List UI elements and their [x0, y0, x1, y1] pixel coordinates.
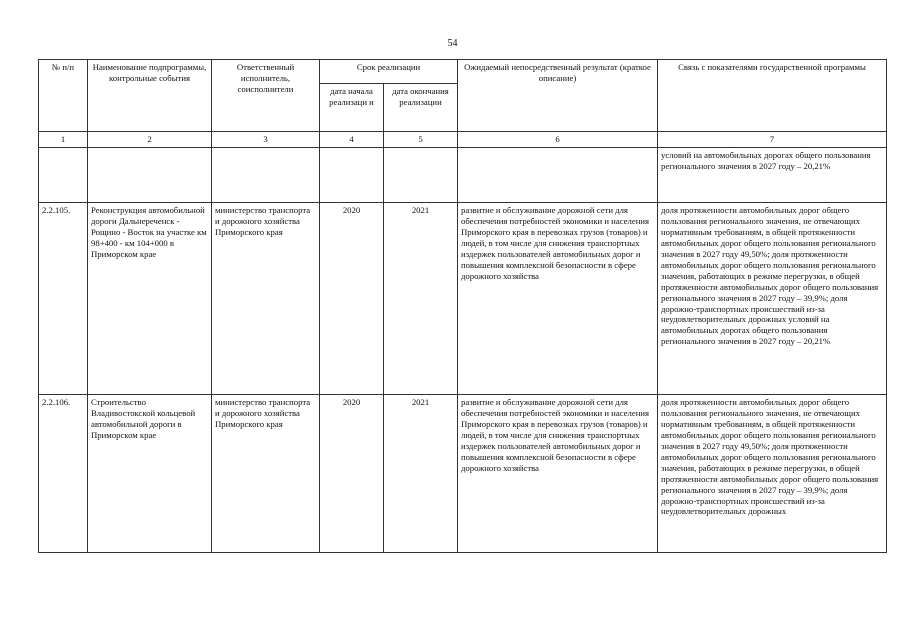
- header-result: Ожидаемый непосредственный результат (краткое описание): [458, 60, 658, 132]
- row-link: доля протяженности автомобильных дорог общего пользования регионального значения, не отвечающих нормативным требованиям, в общей протяженности автомобильных дорог общего пользования регионального значения в 2027 году 49,50%; доля протяженности автомобильных дорог общего пользования регионального значения, работающих в режиме перегрузки, в общей протяженности автомобильных дорог общего пользования регионального значения в 2027 году – 39,9%; доля дорожно-транспортных происшествий из-за неудовлетворительных дорожных: [658, 394, 887, 552]
- program-table: [38, 59, 887, 553]
- row-executor: министерство транспорта и дорожного хозяйства Приморского края: [212, 394, 320, 552]
- row-result: [458, 147, 658, 202]
- row-start: 2020: [320, 394, 384, 552]
- row-num: 2.2.105.: [39, 202, 88, 394]
- header-start: дата начала реализаци и: [320, 84, 384, 132]
- row-start: [320, 147, 384, 202]
- header-executor: Ответственный исполнитель, соисполнители: [212, 60, 320, 132]
- column-number: 2: [88, 132, 212, 148]
- row-executor: министерство транспорта и дорожного хозяйства Приморского края: [212, 202, 320, 394]
- header-period: Срок реализации: [320, 60, 458, 84]
- row-result: развитие и обслуживание дорожной сети для обеспечения потребностей экономики и населения Приморского края в перевозках грузов (товаров) и людей, в том числе для снижения транспортных издержек пользователей автомобильных дорог и повышения комплексной безопасности в сфере дорожного хозяйства: [458, 202, 658, 394]
- page-number: 54: [447, 38, 458, 49]
- row-num: 2.2.106.: [39, 394, 88, 552]
- column-number: 7: [658, 132, 887, 148]
- table-row: [39, 202, 887, 394]
- table-row: [39, 147, 887, 202]
- header-end: дата окончания реализации: [384, 84, 458, 132]
- column-number: 4: [320, 132, 384, 148]
- row-num: [39, 147, 88, 202]
- row-link: условий на автомобильных дорогах общего пользования регионального значения в 2027 году – 20,21%: [658, 147, 887, 202]
- row-executor: [212, 147, 320, 202]
- row-link: доля протяженности автомобильных дорог общего пользования регионального значения, не отвечающих нормативным требованиям, в общей протяженности автомобильных дорог общего пользования регионального значения в 2027 году 49,50%; доля протяженности автомобильных дорог общего пользования регионального значения, работающих в режиме перегрузки, в общей протяженности автомобильных дорог общего пользования регионального значения в 2027 году – 39,9%; доля дорожно-транспортных происшествий из-за неудовлетворительных дорожных условий на автомобильных дорогах общего пользования регионального значения в 2027 году – 20,21%: [658, 202, 887, 394]
- column-number: 1: [39, 132, 88, 148]
- row-result: развитие и обслуживание дорожной сети для обеспечения потребностей экономики и населения Приморского края в перевозках грузов (товаров) и людей, в том числе для снижения транспортных издержек пользователей автомобильных дорог и повышения комплексной безопасности в сфере дорожного хозяйства: [458, 394, 658, 552]
- row-name: [88, 147, 212, 202]
- table-row: [39, 394, 887, 552]
- column-number: 5: [384, 132, 458, 148]
- row-start: 2020: [320, 202, 384, 394]
- row-name: Реконструкция автомобильной дороги Дальнереченск - Рощино - Восток на участке км 98+400 - км 104+000 в Приморском крае: [88, 202, 212, 394]
- row-end: [384, 147, 458, 202]
- header-link: Связь с показателями государственной программы: [658, 60, 887, 132]
- column-number: 3: [212, 132, 320, 148]
- column-numbers-row: [39, 132, 887, 148]
- row-end: 2021: [384, 394, 458, 552]
- header-num: № п/п: [39, 60, 88, 132]
- header-row: [39, 60, 887, 84]
- column-number: 6: [458, 132, 658, 148]
- row-end: 2021: [384, 202, 458, 394]
- row-name: Строительство Владивостокской кольцевой автомобильной дороги в Приморском крае: [88, 394, 212, 552]
- header-name: Наименование подпрограммы, контрольные события: [88, 60, 212, 132]
